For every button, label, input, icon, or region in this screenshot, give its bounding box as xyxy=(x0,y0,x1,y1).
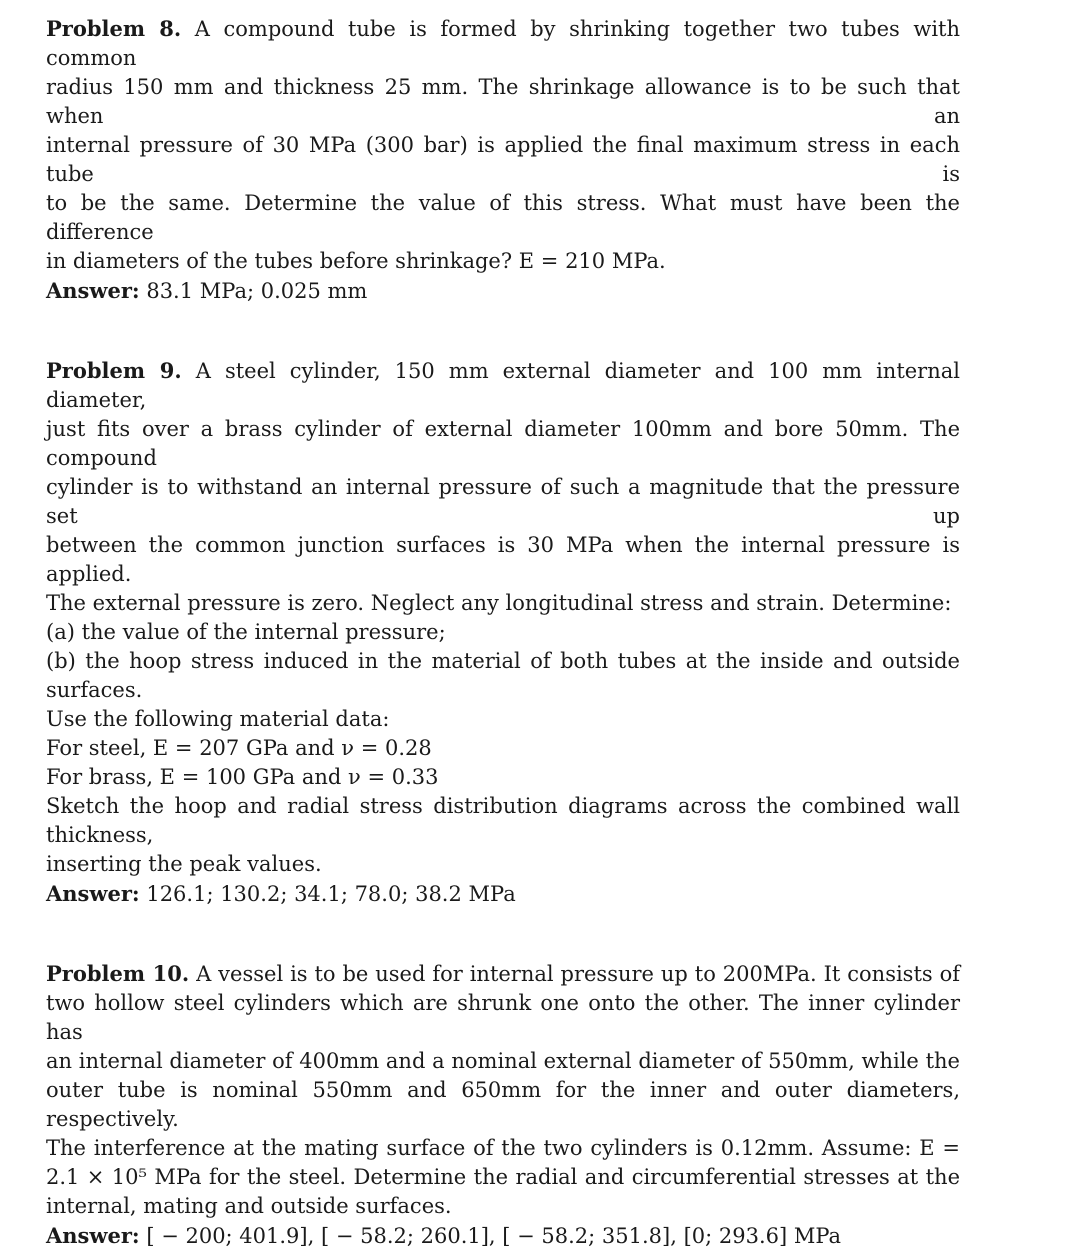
problem-9-text-1: A steel cylinder, 150 mm external diameter and 100 mm internal diameter, xyxy=(46,359,960,412)
problem-9-answer-label: Answer: xyxy=(46,881,140,906)
problem-8-line-5: in diameters of the tubes before shrinkage? E = 210 MPa. xyxy=(46,249,666,273)
problem-9-line-2: just fits over a brass cylinder of external diameter 100mm and bore 50mm. The compound xyxy=(46,417,960,470)
problem-8-line-4: to be the same. Determine the value of this stress. What must have been the difference xyxy=(46,191,960,244)
problem-9-heading: Problem 9. xyxy=(46,358,182,383)
problem-10-line-1 xyxy=(46,959,960,989)
problem-9-line-4: between the common junction surfaces is 30 MPa when the internal pressure is applied. xyxy=(46,533,960,586)
problem-8-line-1 xyxy=(46,14,960,73)
problem-10-answer-value: [ − 200; 401.9], [ − 58.2; 260.1], [ − 58.2; 351.8], [0; 293.6] MPa xyxy=(146,1224,842,1248)
problem-9-answer-value: 126.1; 130.2; 34.1; 78.0; 38.2 MPa xyxy=(146,882,516,906)
problem-8-text-1: A compound tube is formed by shrinking together two tubes with common xyxy=(46,17,960,70)
problem-10-text-1: A vessel is to be used for internal pressure up to 200MPa. It consists of xyxy=(196,962,961,986)
problem-10-line-4: outer tube is nominal 550mm and 650mm for the inner and outer diameters, respectively. xyxy=(46,1078,960,1131)
problem-9 xyxy=(46,356,960,909)
document-page xyxy=(46,14,960,1251)
problem-10-line-2: two hollow steel cylinders which are shrunk one onto the other. The inner cylinder has xyxy=(46,991,960,1044)
problem-10-line-3: an internal diameter of 400mm and a nominal external diameter of 550mm, while the xyxy=(46,1049,960,1073)
problem-10 xyxy=(46,959,960,1251)
problem-8-answer-value: 83.1 MPa; 0.025 mm xyxy=(146,279,368,303)
problem-9-line-3: cylinder is to withstand an internal pressure of such a magnitude that the pressure set up xyxy=(46,475,960,528)
problem-8-line-2: radius 150 mm and thickness 25 mm. The shrinkage allowance is to be such that when an xyxy=(46,75,960,128)
problem-10-line-5: The interference at the mating surface of the two cylinders is 0.12mm. Assume: E = xyxy=(46,1136,960,1160)
problem-9-line-7: (b) the hoop stress induced in the material of both tubes at the inside and outside surfaces. xyxy=(46,649,960,702)
problem-9-line-12: inserting the peak values. xyxy=(46,852,322,876)
problem-8 xyxy=(46,14,960,306)
problem-10-line-7: internal, mating and outside surfaces. xyxy=(46,1194,452,1218)
problem-9-line-9: For steel, E = 207 GPa and ν = 0.28 xyxy=(46,736,432,760)
problem-9-line-1 xyxy=(46,356,960,415)
problem-9-line-5: The external pressure is zero. Neglect any longitudinal stress and strain. Determine: xyxy=(46,591,952,615)
problem-10-heading: Problem 10. xyxy=(46,961,190,986)
problem-8-answer xyxy=(46,276,960,306)
problem-8-heading: Problem 8. xyxy=(46,16,182,41)
problem-9-answer xyxy=(46,879,960,909)
problem-10-line-6: 2.1 × 10⁵ MPa for the steel. Determine the radial and circumferential stresses at the xyxy=(46,1165,960,1189)
problem-9-line-6: (a) the value of the internal pressure; xyxy=(46,620,446,644)
problem-10-answer-label: Answer: xyxy=(46,1223,140,1248)
problem-10-answer xyxy=(46,1221,960,1251)
problem-9-line-10: For brass, E = 100 GPa and ν = 0.33 xyxy=(46,765,439,789)
problem-9-line-11: Sketch the hoop and radial stress distribution diagrams across the combined wall thickness, xyxy=(46,794,960,847)
problem-9-line-8: Use the following material data: xyxy=(46,707,390,731)
problem-8-line-3: internal pressure of 30 MPa (300 bar) is applied the final maximum stress in each tube is xyxy=(46,133,960,186)
problem-8-answer-label: Answer: xyxy=(46,278,140,303)
